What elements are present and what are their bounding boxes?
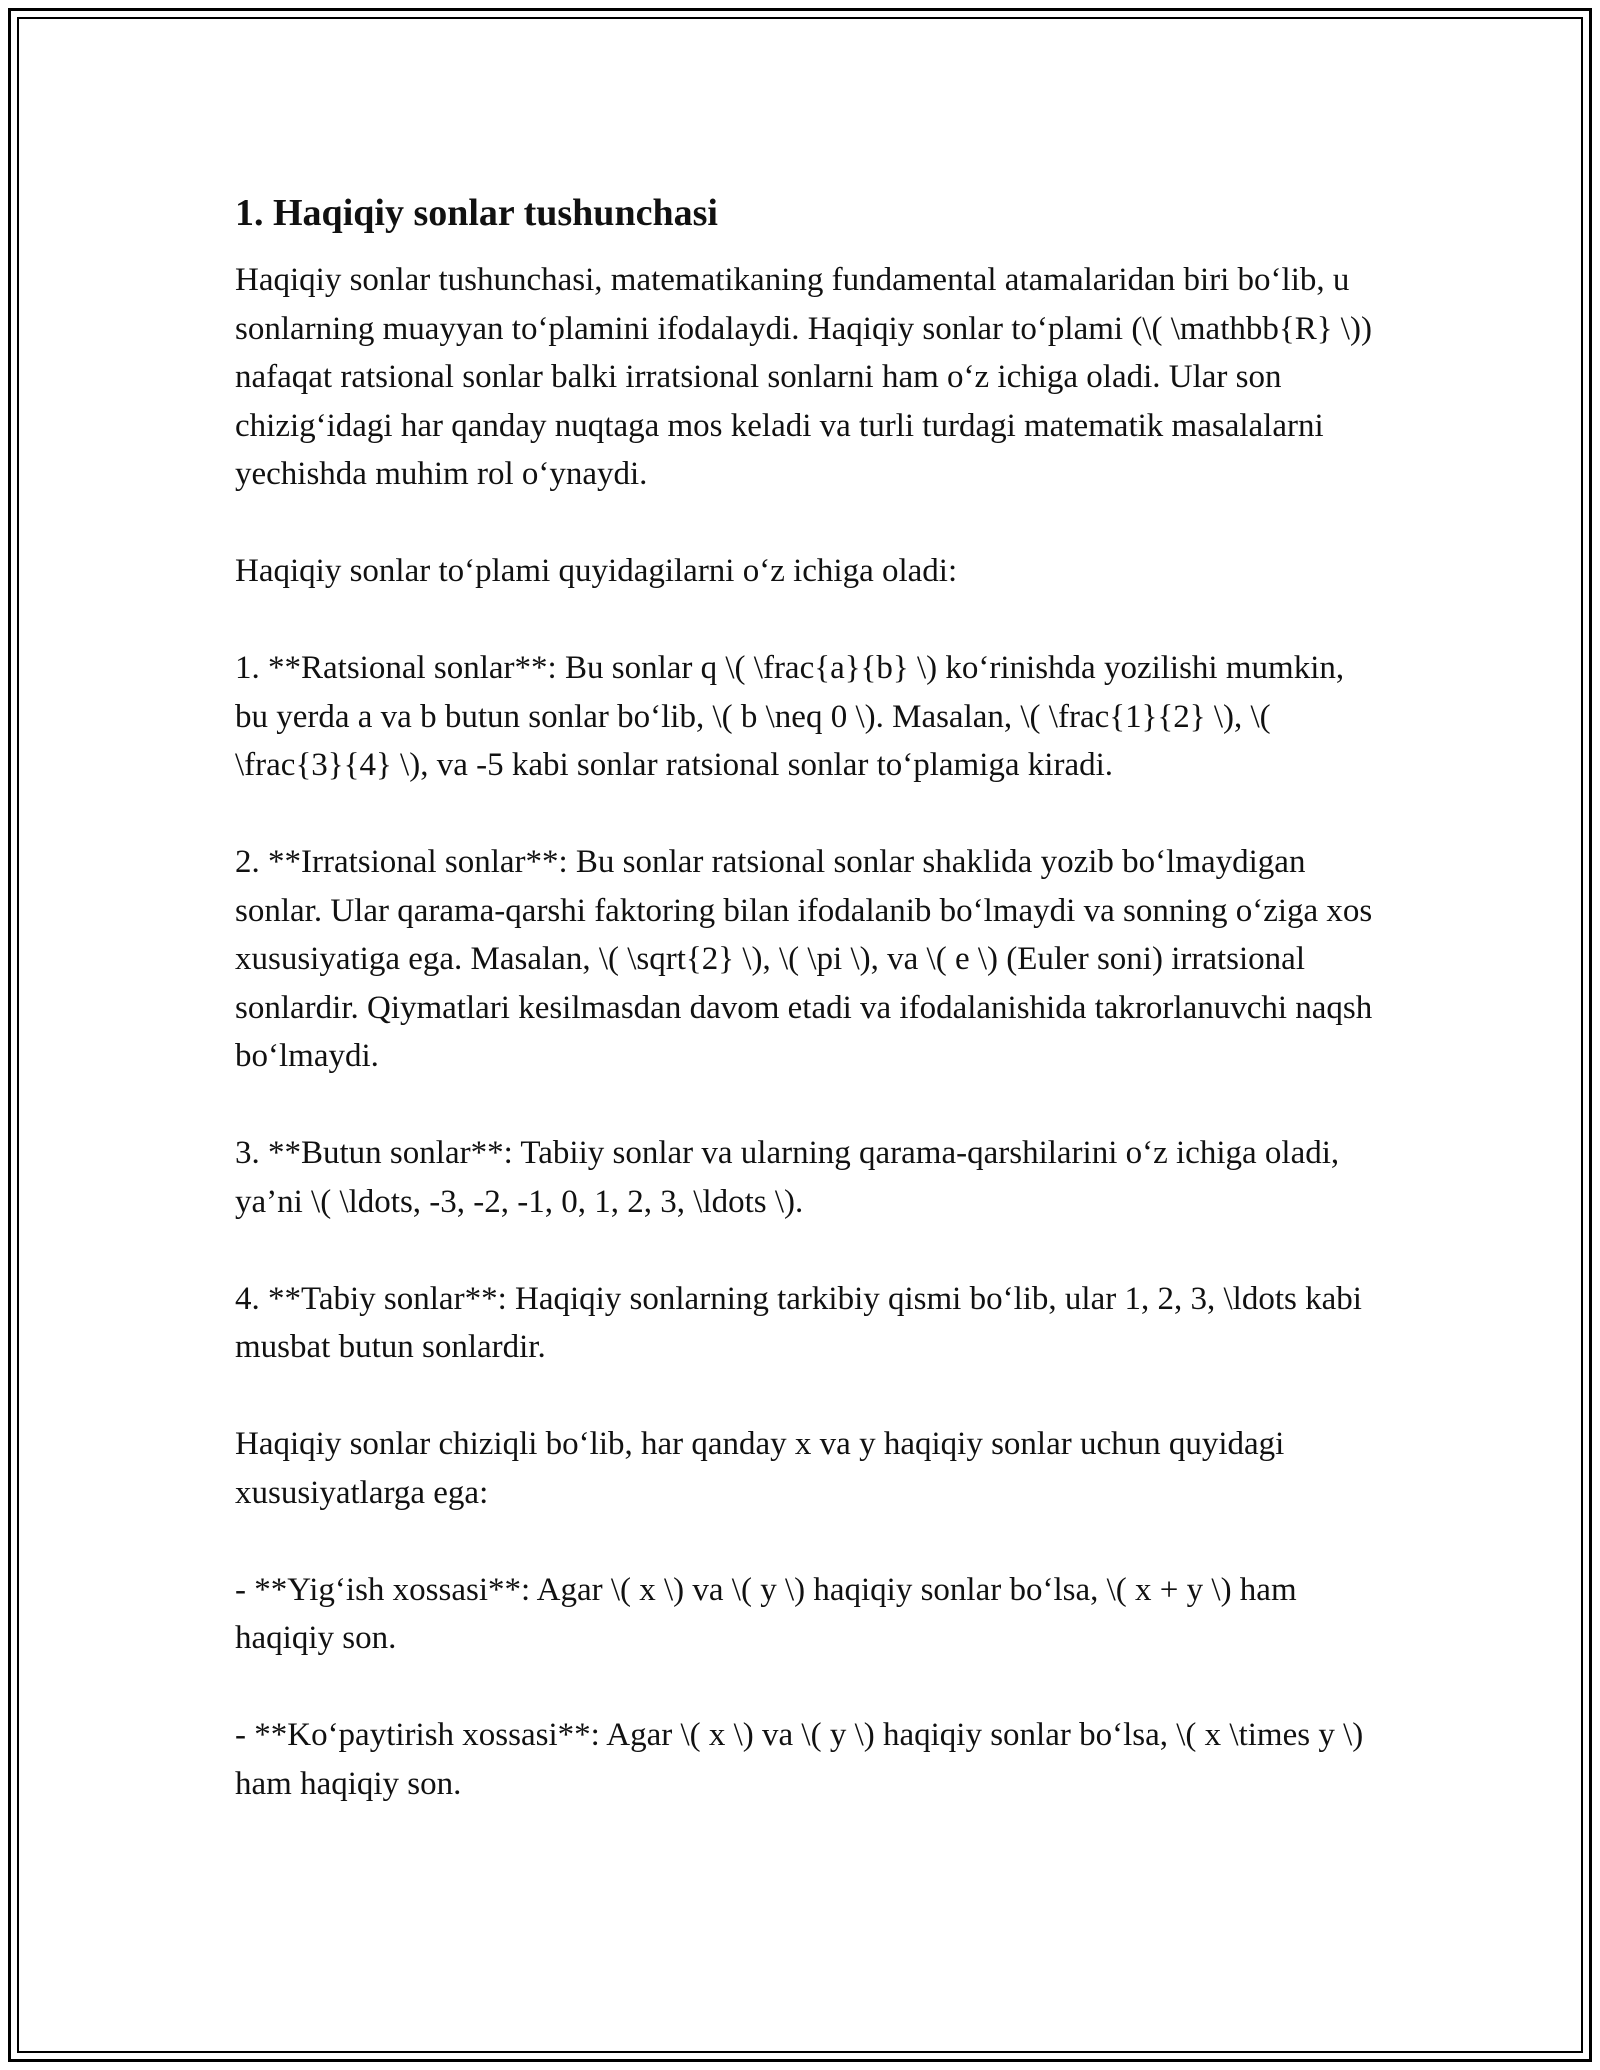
integers-item: 3. **Butun sonlar**: Tabiiy sonlar va ularning qarama-qarshilarini o‘z ichiga oladi, ya’ni \( \ldots, -3, -2, -1, 0, 1, 2, 3, \ldots \).	[235, 1135, 1340, 1220]
rational-numbers-item: 1. **Ratsional sonlar**: Bu sonlar q \( \frac{a}{b} \) ko‘rinishda yozilishi mumkin, bu yerda a va b butun sonlar bo‘lib, \( b \neq 0 \). Masalan, \( \frac{1}{2} \), \( \frac{3}{4} \), va -5 kabi sonlar ratsional sonlar to‘plamiga kiradi.	[235, 650, 1345, 783]
properties-intro-paragraph: Haqiqiy sonlar chiziqli bo‘lib, har qanday x va y haqiqiy sonlar uchun quyidagi xususiyatlarga ega:	[235, 1426, 1285, 1511]
section-title: 1. Haqiqiy sonlar tushunchasi	[235, 192, 718, 234]
irrational-numbers-item: 2. **Irratsional sonlar**: Bu sonlar ratsional sonlar shaklida yozib bo‘lmaydigan sonlar. Ular qarama-qarshi faktoring bilan ifodalanib bo‘lmaydi va sonning o‘ziga xos xususiyatiga ega. Masalan, \( \sqrt{2} \), \( \pi \), va \( e \) (Euler soni) irratsional sonlardir. Qiymatlari kesilmasdan davom etadi va ifodalanishida takrorlanuvchi naqsh bo‘lmaydi.	[235, 844, 1373, 1074]
natural-numbers-item: 4. **Tabiy sonlar**: Haqiqiy sonlarning tarkibiy qismi bo‘lib, ular 1, 2, 3, \ldots kabi musbat butun sonlardir.	[235, 1280, 1362, 1365]
list-intro-paragraph: Haqiqiy sonlar to‘plami quyidagilarni o‘z ichiga oladi:	[235, 553, 958, 589]
document-body	[235, 185, 1375, 1857]
multiplication-property-item: - **Ko‘paytirish xossasi**: Agar \( x \) va \( y \) haqiqiy sonlar bo‘lsa, \( x \times y \) ham haqiqiy son.	[235, 1717, 1364, 1802]
addition-property-item: - **Yig‘ish xossasi**: Agar \( x \) va \( y \) haqiqiy sonlar bo‘lsa, \( x + y \) ham haqiqiy son.	[235, 1571, 1297, 1656]
intro-paragraph: Haqiqiy sonlar tushunchasi, matematikaning fundamental atamalaridan biri bo‘lib, u sonlarning muayyan to‘plamini ifodalaydi. Haqiqiy sonlar to‘plami (\( \mathbb{R} \)) nafaqat ratsional sonlar balki irratsional sonlarni ham o‘z ichiga oladi. Ular son chizig‘idagi har qanday nuqtaga mos keladi va turli turdagi matematik masalalarni yechishda muhim rol o‘ynaydi.	[235, 262, 1372, 492]
